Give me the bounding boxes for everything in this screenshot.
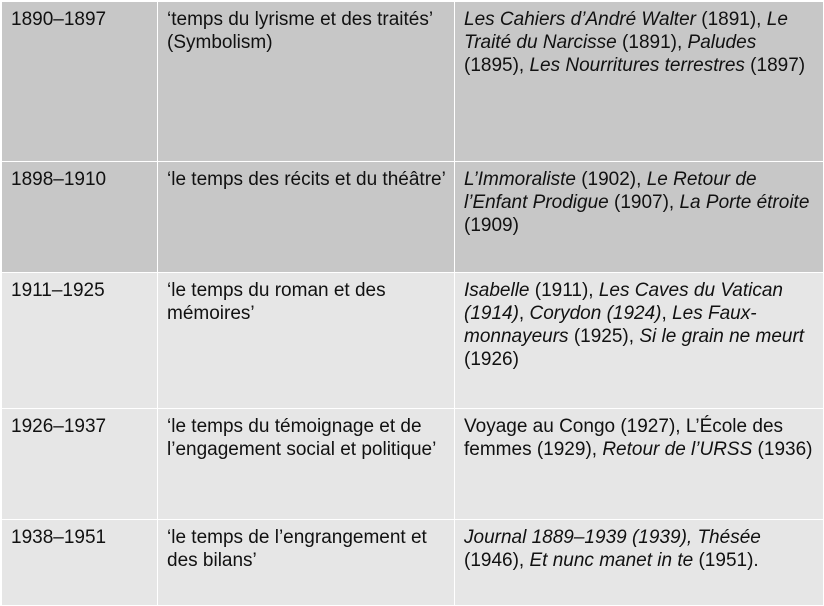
phase-cell: ‘le temps des récits et du théâtre’ (158, 162, 455, 273)
phase-cell: ‘le temps de l’engrangement et des bilans’ (158, 520, 455, 606)
works-cell (455, 2, 824, 162)
work-title: Les Caves du Vatican (1914) (464, 280, 783, 324)
work-detail: (1897) (744, 55, 806, 76)
work-title: Journal 1889–1939 (1939), Thésée (464, 527, 761, 548)
phase-cell: ‘le temps du témoignage et de l’engagement social et politique’ (158, 409, 455, 520)
phase-cell: ‘le temps du roman et des mémoires’ (158, 273, 455, 409)
period-cell: 1890–1897 (2, 2, 158, 162)
table-row (2, 520, 824, 606)
work-detail: (1902), (575, 169, 647, 190)
work-detail: (1891), (695, 9, 767, 30)
work-detail: Voyage au Congo (1927), L’École des femmes (1929), (464, 416, 784, 460)
work-title: Les Nourritures terrestres (529, 55, 745, 76)
work-detail: (1925), (568, 326, 640, 347)
work-detail: (1911), (529, 280, 599, 301)
work-title: Corydon (1924) (529, 303, 662, 324)
work-title: Retour de l’URSS (602, 439, 753, 460)
table-row (2, 162, 824, 273)
work-detail: (1926) (464, 349, 519, 370)
work-detail: , (661, 303, 673, 324)
works-cell (455, 520, 824, 606)
table-row (2, 273, 824, 409)
work-title: Si le grain ne meurt (639, 326, 805, 347)
work-detail: (1951). (693, 550, 759, 571)
work-title: Les Faux-monnayeurs (464, 303, 757, 347)
work-detail: (1895), (464, 55, 530, 76)
period-cell: 1911–1925 (2, 273, 158, 409)
work-title: Et nunc manet in te (529, 550, 694, 571)
work-detail: (1891), (616, 32, 688, 53)
work-detail: (1946), (464, 550, 530, 571)
work-title: Le Retour de l’Enfant Prodigue (464, 169, 757, 213)
period-cell: 1938–1951 (2, 520, 158, 606)
work-detail: (1909) (464, 215, 519, 236)
work-detail: (1907), (608, 192, 680, 213)
work-detail: , (518, 303, 530, 324)
work-title: Les Cahiers d’André Walter (464, 9, 696, 30)
works-cell (455, 162, 824, 273)
period-cell: 1898–1910 (2, 162, 158, 273)
phase-cell: ‘temps du lyrisme et des traités’ (Symbolism) (158, 2, 455, 162)
work-title: Paludes (687, 32, 757, 53)
work-title: L’Immoraliste (464, 169, 576, 190)
period-cell: 1926–1937 (2, 409, 158, 520)
work-title: La Porte étroite (679, 192, 810, 213)
work-title: Isabelle (464, 280, 530, 301)
table-row (2, 2, 824, 162)
gide-periods-table (1, 1, 824, 606)
table-row (2, 409, 824, 520)
work-title: Le Traité du Narcisse (464, 9, 788, 53)
works-cell (455, 409, 824, 520)
works-cell (455, 273, 824, 409)
work-detail: (1936) (752, 439, 813, 460)
